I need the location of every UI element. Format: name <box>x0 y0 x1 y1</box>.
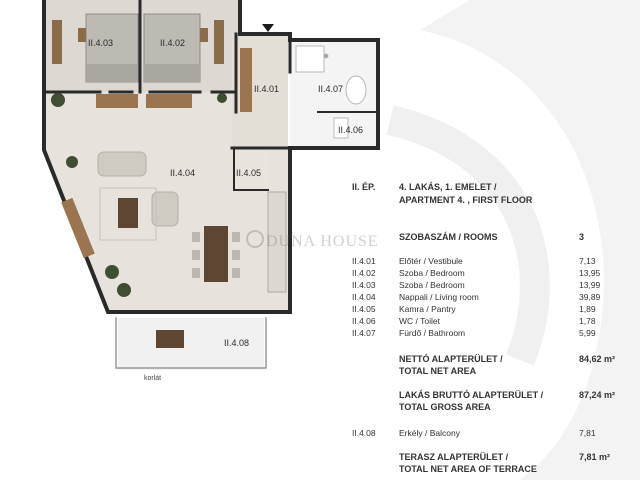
net-area-value: 84,62 m² <box>579 354 616 364</box>
balcony-table <box>156 330 184 348</box>
room-name: Szoba / Bedroom <box>399 268 465 278</box>
gross-area-label: LAKÁS BRUTTÓ ALAPTERÜLET / <box>399 390 544 400</box>
room-label: II.4.08 <box>224 338 250 348</box>
room-code: II.4.04 <box>352 292 376 302</box>
vestibule-cabinet <box>240 48 252 112</box>
terrace-label-2: TOTAL NET AREA OF TERRACE <box>399 464 537 474</box>
bed-left <box>78 14 138 82</box>
bedroom-floor <box>44 0 240 92</box>
gross-area-label-2: TOTAL GROSS AREA <box>399 402 491 412</box>
room-code: II.4.07 <box>352 328 376 338</box>
shelf-right <box>146 94 192 108</box>
room-name: Kamra / Pantry <box>399 304 456 314</box>
apartment-line2: APARTMENT 4. , FIRST FLOOR <box>399 195 533 205</box>
terrace-value: 7,81 m² <box>579 452 611 462</box>
room-name: Fürdő / Bathroom <box>399 328 466 338</box>
room-area: 7,13 <box>579 256 596 266</box>
room-name: Nappali / Living room <box>399 292 479 302</box>
balcony-name: Erkély / Balcony <box>399 428 460 438</box>
room-name: Szoba / Bedroom <box>399 280 465 290</box>
wardrobe-left <box>52 20 62 64</box>
dining-table <box>204 226 228 282</box>
net-area-label-2: TOTAL NET AREA <box>399 366 477 376</box>
bed-right <box>144 14 208 82</box>
coffee-table <box>118 198 138 228</box>
room-label: II.4.03 <box>88 38 114 48</box>
room-label: II.4.06 <box>338 125 364 135</box>
logo-icon <box>246 230 264 248</box>
balcony-code: II.4.08 <box>352 428 376 438</box>
room-label: II.4.05 <box>236 168 262 178</box>
room-label: II.4.01 <box>254 84 280 94</box>
room-label: II.4.04 <box>170 168 196 178</box>
room-area: 13,99 <box>579 280 601 290</box>
shelf-left <box>96 94 138 108</box>
room-label: II.4.02 <box>160 38 186 48</box>
room-area: 1,78 <box>579 316 596 326</box>
room-name: WC / Toilet <box>399 316 440 326</box>
railing-label: korlát <box>144 375 162 382</box>
room-area: 39,89 <box>579 292 601 302</box>
rooms-count: 3 <box>579 232 585 242</box>
terrace-label: TERASZ ALAPTERÜLET / <box>399 452 509 462</box>
room-area: 5,99 <box>579 328 596 338</box>
apartment-line1: 4. LAKÁS, 1. EMELET / <box>399 182 497 192</box>
watermark-text: DUNA HOUSE <box>266 233 379 250</box>
room-code: II.4.05 <box>352 304 376 314</box>
building-label: II. ÉP. <box>352 182 376 192</box>
rooms-label: SZOBASZÁM / ROOMS <box>399 232 498 242</box>
balcony-area: 7,81 <box>579 428 596 438</box>
gross-area-value: 87,24 m² <box>579 390 616 400</box>
room-area: 1,89 <box>579 304 596 314</box>
room-area: 13,95 <box>579 268 601 278</box>
net-area-label: NETTÓ ALAPTERÜLET / <box>399 354 503 364</box>
apartment-info-panel <box>352 0 622 480</box>
wardrobe-right <box>214 20 224 64</box>
sofa <box>98 152 146 176</box>
room-code: II.4.02 <box>352 268 376 278</box>
room-code: II.4.01 <box>352 256 376 266</box>
room-code: II.4.03 <box>352 280 376 290</box>
entrance-arrow-icon <box>262 24 274 32</box>
room-name: Előtér / Vestibule <box>399 256 463 266</box>
room-label: II.4.07 <box>318 84 344 94</box>
room-code: II.4.06 <box>352 316 376 326</box>
